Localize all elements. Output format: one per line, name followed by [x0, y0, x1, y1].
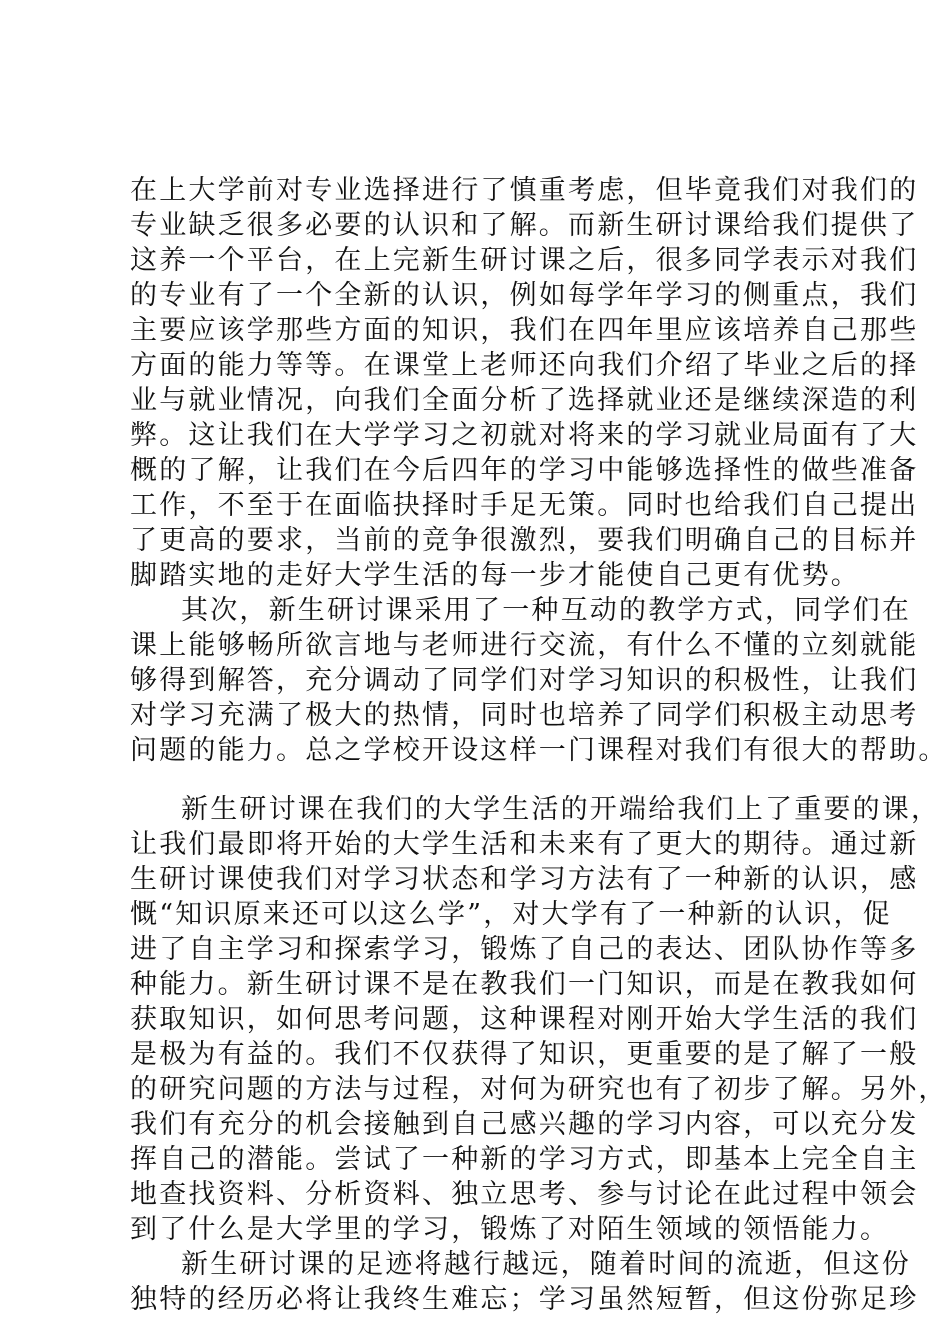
text-line: 够得到解答，充分调动了同学们对学习知识的积极性，让我们 — [130, 665, 919, 696]
text-line: 方面的能力等等。在课堂上老师还向我们介绍了毕业之后的择 — [130, 350, 919, 381]
text-line: 地查找资料、分析资料、独立思考、参与讨论在此过程中领会 — [130, 1179, 919, 1210]
text-line: 课上能够畅所欲言地与老师进行交流，有什么不懂的立刻就能 — [130, 630, 919, 661]
text-line: 弊。这让我们在大学学习之初就对将来的学习就业局面有了大 — [130, 420, 919, 451]
text-line: 在上大学前对专业选择进行了慎重考虑，但毕竟我们对我们的 — [130, 175, 919, 206]
text-line: 是极为有益的。我们不仅获得了知识，更重要的是了解了一般 — [130, 1039, 919, 1070]
text-line: 种能力。新生研讨课不是在教我们一门知识，而是在教我如何 — [130, 969, 919, 1000]
text-line: 慨“知识原来还可以这么学”，对大学有了一种新的认识，促 — [130, 899, 893, 930]
text-line: 到了什么是大学里的学习，锻炼了对陌生领域的领悟能力。 — [130, 1214, 890, 1245]
text-line: 概的了解，让我们在今后四年的学习中能够选择性的做些准备 — [130, 455, 919, 486]
text-line: 挥自己的潜能。尝试了一种新的学习方式，即基本上完全自主 — [130, 1144, 919, 1175]
paragraph-start-line: 其次，新生研讨课采用了一种互动的教学方式，同学们在 — [181, 595, 911, 626]
text-line: 主要应该学那些方面的知识，我们在四年里应该培养自己那些 — [130, 315, 919, 346]
text-line: 工作，不至于在面临抉择时手足无策。同时也给我们自己提出 — [130, 490, 919, 521]
text-line: 业与就业情况，向我们全面分析了选择就业还是继续深造的利 — [130, 385, 919, 416]
text-line: 的专业有了一个全新的认识，例如每学年学习的侧重点，我们 — [130, 280, 919, 311]
text-line: 独特的经历必将让我终生难忘；学习虽然短暂，但这份弥足珍 — [130, 1284, 919, 1315]
text-line: 专业缺乏很多必要的认识和了解。而新生研讨课给我们提供了 — [130, 210, 919, 241]
text-line: 问题的能力。总之学校开设这样一门课程对我们有很大的帮助。 — [130, 735, 948, 766]
paragraph-start-line: 新生研讨课在我们的大学生活的开端给我们上了重要的课， — [181, 794, 941, 825]
text-line: 我们有充分的机会接触到自己感兴趣的学习内容，可以充分发 — [130, 1109, 919, 1140]
text-line: 的研究问题的方法与过程，对何为研究也有了初步了解。另外， — [130, 1074, 948, 1105]
paragraph-start-line: 新生研讨课的足迹将越行越远，随着时间的流逝，但这份 — [181, 1249, 911, 1280]
text-line: 脚踏实地的走好大学生活的每一步才能使自己更有优势。 — [130, 560, 860, 591]
text-line: 进了自主学习和探索学习，锻炼了自己的表达、团队协作等多 — [130, 934, 919, 965]
text-line: 获取知识，如何思考问题，这种课程对刚开始大学生活的我们 — [130, 1004, 919, 1035]
text-line: 生研讨课使我们对学习状态和学习方法有了一种新的认识，感 — [130, 864, 919, 895]
text-line: 对学习充满了极大的热情，同时也培养了同学们积极主动思考 — [130, 700, 919, 731]
text-line: 了更高的要求，当前的竞争很激烈，要我们明确自己的目标并 — [130, 525, 919, 556]
text-line: 这养一个平台，在上完新生研讨课之后，很多同学表示对我们 — [130, 245, 919, 276]
text-line: 让我们最即将开始的大学生活和未来有了更大的期待。通过新 — [130, 829, 919, 860]
